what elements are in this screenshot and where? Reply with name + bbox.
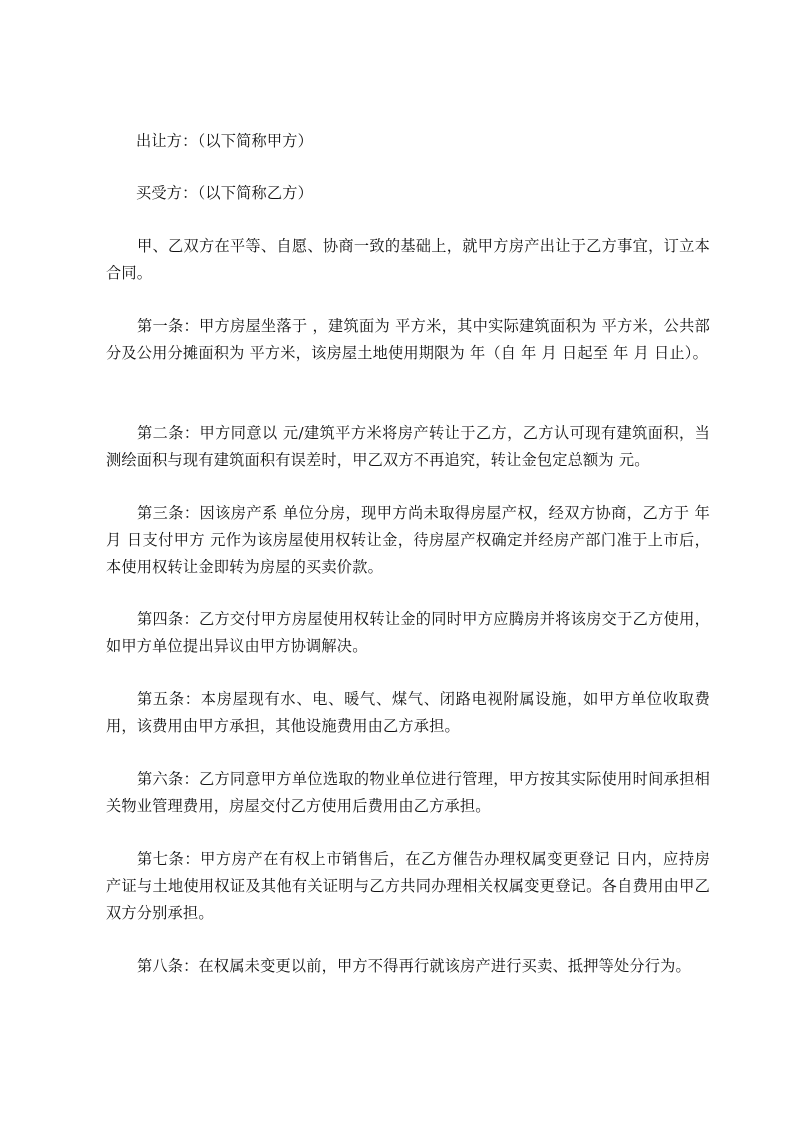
article-6: 第六条：乙方同意甲方单位选取的物业单位进行管理，甲方按其实际使用时间承担相关物业管理费用，房屋交付乙方使用后费用由乙方承担。 — [106, 770, 710, 815]
seller-line: 出让方：（以下简称甲方） — [136, 132, 314, 150]
article-2: 第二条：甲方同意以 元/建筑平方米将房产转让于乙方，乙方认可现有建筑面积，当测绘面积与现有建筑面积有误差时，甲乙双方不再追究，转让金包定总额为 元。 — [106, 424, 710, 469]
article-8: 第八条：在权属未变更以前，甲方不得再行就该房产进行买卖、抵押等处分行为。 — [137, 957, 691, 975]
article-1: 第一条：甲方房屋坐落于 ，建筑面为 平方米，其中实际建筑面积为 平方米，公共部分及公用分摊面积为 平方米，该房屋土地使用期限为 年（自 年 月 日起至 年 月 日止）。 — [106, 317, 710, 362]
buyer-line: 买受方：（以下简称乙方） — [136, 184, 314, 202]
article-5: 第五条：本房屋现有水、电、暖气、煤气、闭路电视附属设施，如甲方单位收取费用，该费用由甲方承担，其他设施费用由乙方承担。 — [106, 690, 710, 735]
article-4: 第四条：乙方交付甲方房屋使用权转让金的同时甲方应腾房并将该房交于乙方使用，如甲方单位提出异议由甲方协调解决。 — [106, 610, 710, 655]
article-3: 第三条：因该房产系 单位分房，现甲方尚未取得房屋产权，经双方协商，乙方于 年 月 日支付甲方 元作为该房屋使用权转让金，待房屋产权确定并经房产部门准于上市后，本使用权转让金即转为房屋的买卖价款。 — [106, 504, 710, 576]
preamble-paragraph: 甲、乙双方在平等、自愿、协商一致的基础上，就甲方房产出让于乙方事宜，订立本合同。 — [106, 237, 710, 282]
article-7: 第七条：甲方房产在有权上市销售后，在乙方催告办理权属变更登记 日内，应持房产证与土地使用权证及其他有关证明与乙方共同办理相关权属变更登记。各自费用由甲乙双方分别承担。 — [106, 850, 710, 922]
